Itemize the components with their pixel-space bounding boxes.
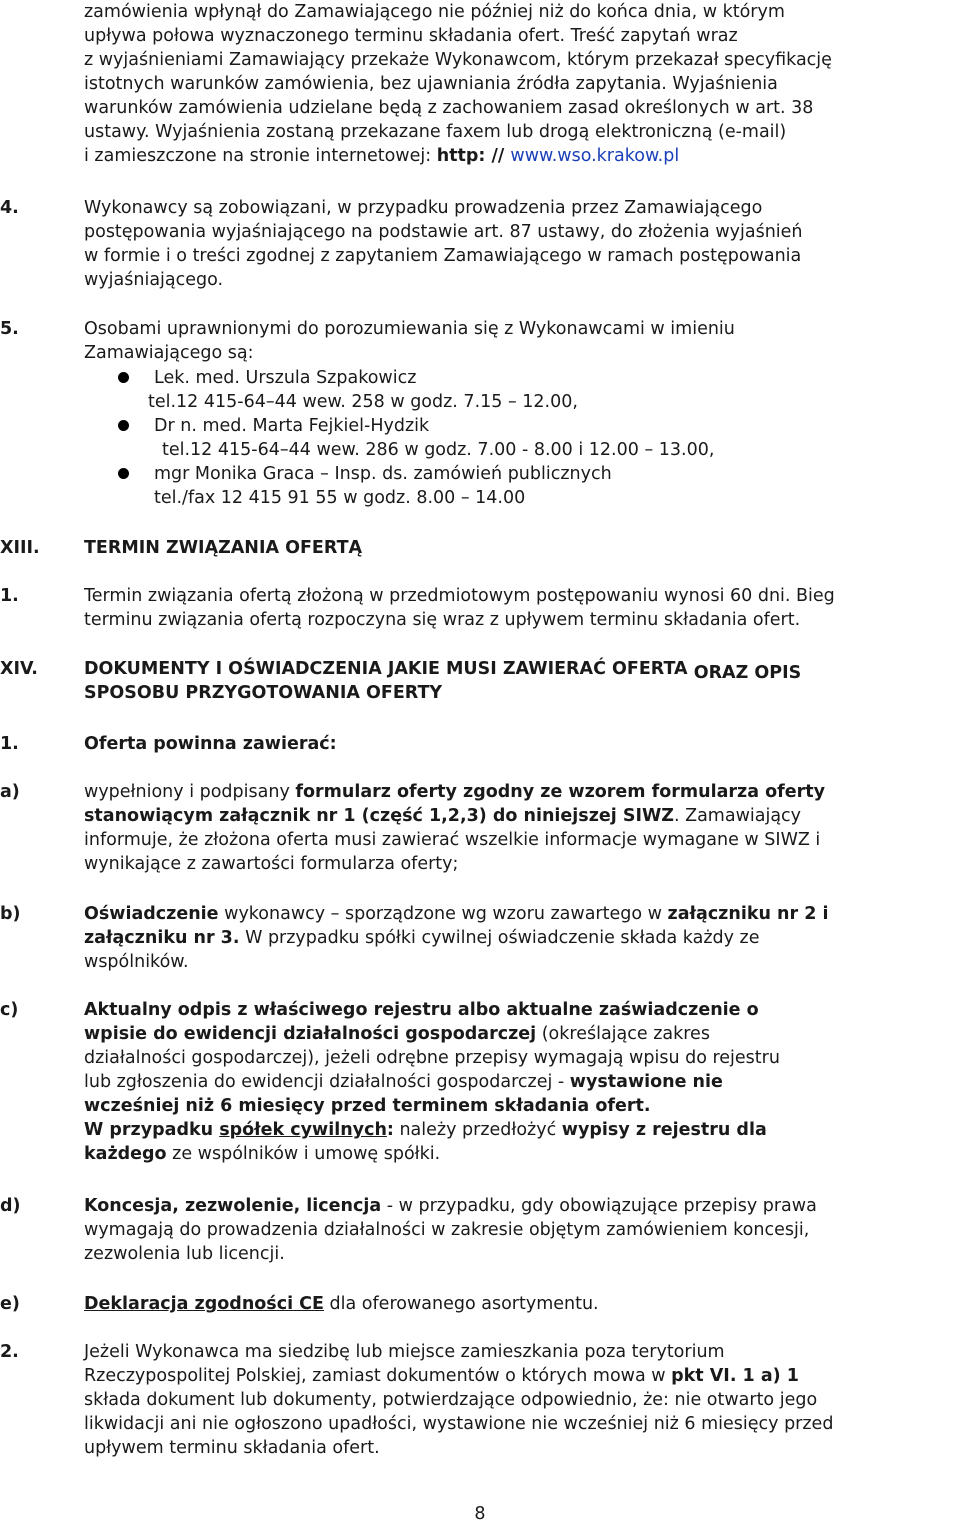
text-part: (określające zakres (536, 1024, 710, 1044)
text-line (84, 1094, 960, 1118)
text-line: wymagają do prowadzenia działalności w zakresie objętym zamówieniem koncesji, (84, 1220, 810, 1240)
website-link[interactable]: www.wso.krakow.pl (510, 146, 680, 166)
text-part: spółek cywilnych (219, 1120, 387, 1140)
text-part: - w przypadku, gdy obowiązujące przepisy prawa (381, 1196, 817, 1216)
text-part: załączniku nr 2 i (667, 904, 829, 924)
text-part: należy przedłożyć (393, 1120, 562, 1140)
item-c (84, 998, 960, 1166)
text-line: Osobami uprawnionymi do porozumiewania się z Wykonawcami w imieniu (84, 319, 735, 339)
text-part: . Zamawiający (673, 806, 802, 826)
text-line: składa dokument lub dokumenty, potwierdzające odpowiednio, że: nie otwarto jego (84, 1390, 818, 1410)
text-line: upływem terminu składania ofert. (84, 1438, 380, 1458)
text-line: postępowania wyjaśniającego na podstawie art. 87 ustawy, do złożenia wyjaśnień (84, 222, 803, 242)
item-label: c) (0, 1000, 19, 1020)
text-line: informuje, że złożona oferta musi zawierać wszelkie informacje wymagane w SIWZ i (84, 830, 821, 850)
text-part: wykonawcy – sporządzone wg wzoru zawartego w (218, 904, 668, 924)
intro-line: upływa połowa wyznaczonego terminu składania ofert. Treść zapytań wraz (84, 26, 738, 46)
point-number: 1. (0, 734, 19, 754)
text-part: ze wspólników i umowę spółki. (166, 1144, 441, 1164)
text-part: załączniku nr 3. (84, 928, 240, 948)
text-line: w formie i o treści zgodnej z zapytaniem Zamawiającego w ramach postępowania (84, 246, 802, 266)
text-line: zezwolenia lub licencji. (84, 1244, 285, 1264)
point-5-paragraph (84, 317, 960, 365)
http-prefix: http: // (436, 146, 511, 166)
text-line (84, 1022, 960, 1046)
section-number: XIV. (0, 659, 38, 679)
text-line (84, 1118, 960, 1142)
text-part: Rzeczypospolitej Polskiej, zamiast dokumentów o których mowa w (84, 1366, 672, 1386)
point-number: 2. (0, 1342, 19, 1362)
text-part: dla oferowanego asortymentu. (323, 1294, 599, 1314)
text-line: Wykonawcy są zobowiązani, w przypadku prowadzenia przez Zamawiającego (84, 198, 763, 218)
intro-line: z wyjaśnieniami Zamawiający przekaże Wykonawcom, którym przekazał specyfikację (84, 50, 832, 70)
text-part: stanowiącym załącznik nr 1 (część 1,2,3) do niniejszej SIWZ (84, 806, 674, 826)
text-part: lub zgłoszenia do ewidencji działalności gospodarczej - (84, 1072, 570, 1092)
item-label: e) (0, 1294, 20, 1314)
text-part: wcześniej niż 6 miesięcy przed terminem składania ofert. (84, 1096, 651, 1116)
person-contact: tel.12 415-64–44 wew. 258 w godz. 7.15 – 12.00, (148, 392, 578, 412)
section-number: XIII. (0, 538, 40, 558)
text-line: wynikające z zawartości formularza oferty; (84, 854, 459, 874)
text-line: Zamawiającego są: (84, 343, 254, 363)
text-line: wyjaśniającego. (84, 270, 224, 290)
intro-line: ustawy. Wyjaśnienia zostaną przekazane faxem lub drogą elektroniczną (e-mail) (84, 122, 787, 142)
title-line: SPOSOBU PRZYGOTOWANIA OFERTY (84, 683, 443, 703)
text-part: W przypadku (84, 1120, 220, 1140)
text-line: Jeżeli Wykonawca ma siedzibę lub miejsce zamieszkania poza terytorium (84, 1342, 725, 1362)
text-part: pkt VI. 1 a) 1 (671, 1366, 799, 1386)
text-part: formularz oferty zgodny ze wzorem formularza oferty (295, 782, 825, 802)
person-contact: tel./fax 12 415 91 55 w godz. 8.00 – 14.00 (154, 488, 526, 508)
text-part: wpisie do ewidencji działalności gospodarczej (84, 1024, 537, 1044)
text-line: Termin związania ofertą złożoną w przedmiotowym postępowaniu wynosi 60 dni. Bieg (84, 586, 835, 606)
text-part: Koncesja, zezwolenie, licencja (84, 1196, 382, 1216)
item-label: b) (0, 904, 21, 924)
text-line (84, 902, 960, 926)
section-title: TERMIN ZWIĄZANIA OFERTĄ (84, 538, 363, 558)
item-b (84, 902, 960, 974)
point-number: 4. (0, 198, 19, 218)
text-line (84, 804, 960, 828)
section-13-point-1 (84, 584, 960, 632)
point-number: 1. (0, 586, 19, 606)
contact-persons-list (118, 366, 918, 516)
item-a (84, 780, 960, 876)
text-part: : (386, 1120, 394, 1140)
point-4-paragraph (84, 196, 960, 292)
point-title: Oferta powinna zawierać: (84, 734, 337, 754)
text-line (84, 1194, 960, 1218)
point-number: 5. (0, 319, 19, 339)
text-part: wystawione nie (569, 1072, 723, 1092)
text-part: wypełniony i podpisany (84, 782, 296, 802)
text-line (84, 1364, 960, 1388)
title-part: ORAZ OPIS (693, 663, 802, 683)
text-part: W przypadku spółki cywilnej oświadczenie składa każdy ze (239, 928, 760, 948)
person-name: mgr Monika Graca – Insp. ds. zamówień publicznych (154, 464, 612, 484)
text-line (84, 998, 960, 1022)
item-label: d) (0, 1196, 21, 1216)
text-line (84, 1142, 960, 1166)
text-part: wypisy z rejestru dla (561, 1120, 767, 1140)
person-name: Lek. med. Urszula Szpakowicz (154, 368, 417, 388)
item-e (84, 1292, 960, 1316)
bullet-icon (118, 468, 129, 479)
intro-line: warunków zamówienia udzielane będą z zachowaniem zasad określonych w art. 38 (84, 98, 814, 118)
text-part: każdego (84, 1144, 167, 1164)
text-line: działalności gospodarczej), jeżeli odrębne przepisy wymagają wpisu do rejestru (84, 1048, 780, 1068)
text-line (84, 1070, 960, 1094)
bullet-icon (118, 372, 129, 383)
text-line: likwidacji ani nie ogłoszono upadłości, wystawione nie wcześniej niż 6 miesięcy przed (84, 1414, 834, 1434)
text-line: terminu związania ofertą rozpoczyna się wraz z upływem terminu składania ofert. (84, 610, 801, 630)
person-contact: tel.12 415-64–44 wew. 286 w godz. 7.00 - 8.00 i 12.00 – 13.00, (162, 440, 715, 460)
text-line (84, 780, 960, 804)
title-part: DOKUMENTY I OŚWIADCZENIA JAKIE MUSI ZAWIERAĆ OFERTA (84, 659, 694, 679)
title-line (84, 657, 960, 681)
intro-line (84, 144, 960, 168)
section-title (84, 657, 960, 705)
text-part: Deklaracja zgodności CE (84, 1294, 324, 1314)
intro-text: i zamieszczone na stronie internetowej: (84, 146, 437, 166)
text-line (84, 926, 960, 950)
text-line: wspólników. (84, 952, 189, 972)
bullet-icon (118, 420, 129, 431)
text-part: Oświadczenie (84, 904, 219, 924)
person-name: Dr n. med. Marta Fejkiel-Hydzik (154, 416, 430, 436)
item-label: a) (0, 782, 20, 802)
item-d (84, 1194, 960, 1266)
text-part: Aktualny odpis z właściwego rejestru albo aktualne zaświadczenie o (84, 1000, 759, 1020)
intro-paragraph (84, 0, 960, 168)
page-number: 8 (474, 1504, 486, 1524)
intro-line: istotnych warunków zamówienia, bez ujawniania źródła zapytania. Wyjaśnienia (84, 74, 778, 94)
section-14-point-2 (84, 1340, 960, 1460)
intro-line: zamówienia wpłynął do Zamawiającego nie później niż do końca dnia, w którym (84, 2, 785, 22)
